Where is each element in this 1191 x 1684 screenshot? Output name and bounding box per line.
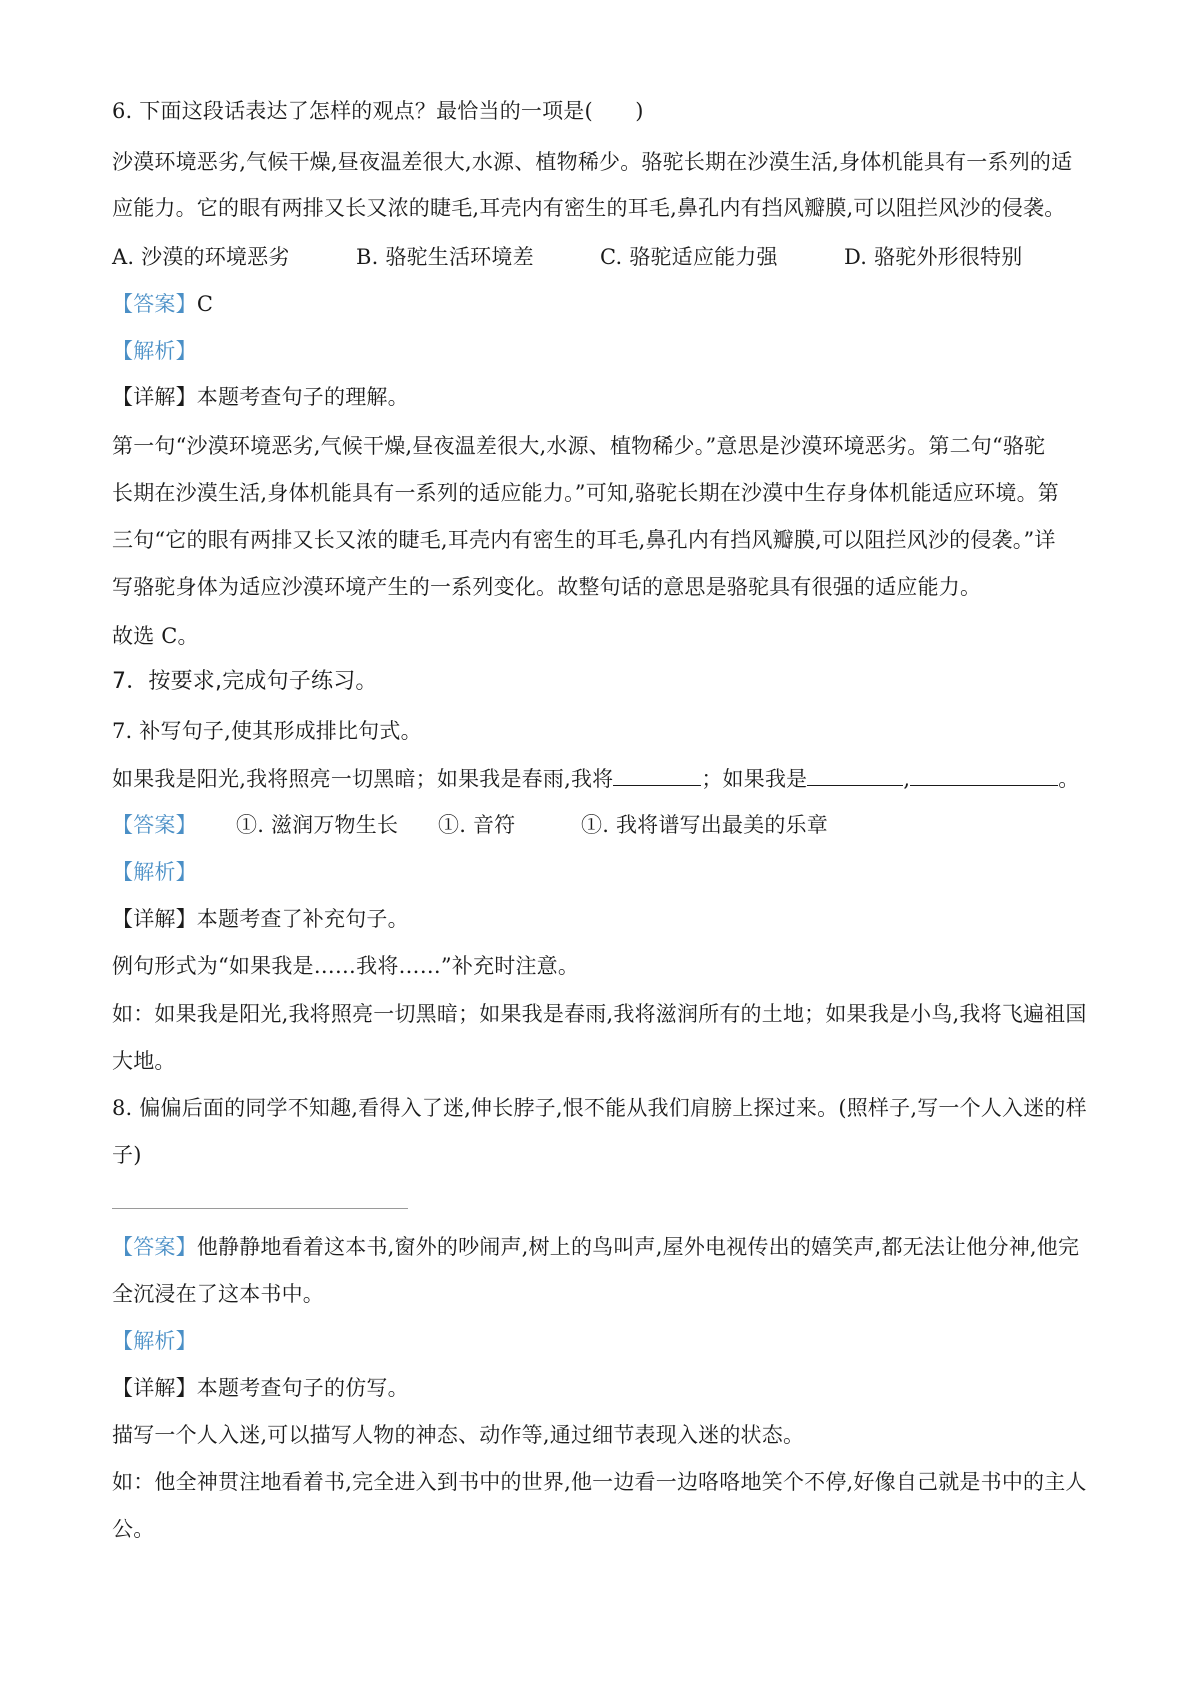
q7-detail: 【详解】本题考查了补充句子。 (112, 907, 409, 931)
q6-detail: 【详解】本题考查句子的理解。 (112, 385, 409, 409)
q7-analysis-tag: 【解析】 (112, 860, 197, 884)
q7-answer (112, 810, 1072, 840)
q8-answer-text: 他静静地看着这本书,窗外的吵闹声,树上的鸟叫声,屋外电视传出的嬉笑声,都无法让他分神,他完 (196, 1235, 1080, 1259)
q7-sentence-part-a: 如果我是阳光,我将照亮一切黑暗；如果我是春雨,我将 (112, 767, 614, 791)
q6-explain-line-3: 三句“它的眼有两排又长又浓的睫毛,耳壳内有密生的耳毛,鼻孔内有挡风瓣膜,可以阻拦风沙的侵袭。”详 (112, 528, 1056, 552)
q6-explain-line-4: 写骆驼身体为适应沙漠环境产生的一系列变化。故整句话的意思是骆驼具有很强的适应能力。 (112, 575, 982, 599)
q7-sentence-part-d: 。 (1058, 767, 1080, 791)
q6-conclusion: 故选 C。 (112, 624, 199, 648)
q6-option-d: D. 骆驼外形很特别 (844, 245, 1023, 269)
q8-example-line-2: 公。 (112, 1517, 155, 1541)
answer-tag: 【答案】 (112, 292, 197, 316)
q8-answer-line-2: 全沉浸在了这本书中。 (112, 1282, 324, 1306)
q6-passage-line-2: 应能力。它的眼有两排又长又浓的睫毛,耳壳内有密生的耳毛,鼻孔内有挡风瓣膜,可以阻拦风沙的侵袭。 (112, 196, 1066, 220)
q6-stem: 6. 下面这段话表达了怎样的观点？最恰当的一项是( ) (112, 99, 644, 123)
q6-option-a: A. 沙漠的环境恶劣 (112, 245, 290, 269)
q7-explain-line-1: 例句形式为“如果我是……我将……”补充时注意。 (112, 954, 580, 978)
q8-explain-line-1: 描写一个人入迷,可以描写人物的神态、动作等,通过细节表现入迷的状态。 (112, 1423, 805, 1447)
q6-options (112, 242, 1072, 272)
q8-analysis-tag: 【解析】 (112, 1329, 197, 1353)
q8-answer-line[interactable] (112, 1208, 408, 1209)
q6-answer (112, 289, 213, 319)
q8-example-line-1: 如：他全神贯注地看着书,完全进入到书中的世界,他一边看一边咯咯地笑个不停,好像自己就是书中的主人 (112, 1470, 1087, 1494)
answer-tag: 【答案】 (112, 1235, 197, 1259)
fill-blank-3[interactable] (910, 763, 1058, 786)
q6-passage-line-1: 沙漠环境恶劣,气候干燥,昼夜温差很大,水源、植物稀少。骆驼长期在沙漠生活,身体机能具有一系列的适 (112, 150, 1073, 174)
q7-answer-1: ①. 滋润万物生长 (236, 813, 399, 837)
q6-option-c: C. 骆驼适应能力强 (600, 245, 778, 269)
q6-option-b: B. 骆驼生活环境差 (356, 245, 534, 269)
q7-stem: 7. 补写句子,使其形成排比句式。 (112, 719, 422, 743)
q7-example-line-1: 如：如果我是阳光,我将照亮一切黑暗；如果我是春雨,我将滋润所有的土地；如果我是小鸟,我将飞遍祖国 (112, 1002, 1087, 1026)
q8-stem-line-1: 8. 偏偏后面的同学不知趣,看得入了迷,伸长脖子,恨不能从我们肩膀上探过来。(照样子,写一个人入迷的样 (112, 1096, 1087, 1120)
answer-tag: 【答案】 (112, 813, 197, 837)
q7-sentence (112, 763, 1079, 794)
q7-answer-2: ①. 音符 (438, 813, 516, 837)
q7-answer-3: ①. 我将谱写出最美的乐章 (581, 813, 828, 837)
answer-value: C (196, 292, 214, 316)
q8-detail: 【详解】本题考查句子的仿写。 (112, 1376, 409, 1400)
fill-blank-1[interactable] (613, 763, 701, 786)
q7-sentence-part-b: ；如果我是 (701, 767, 808, 791)
q7-heading: 7．按要求,完成句子练习。 (112, 669, 378, 694)
q6-analysis-tag: 【解析】 (112, 339, 197, 363)
q7-sentence-part-c: , (903, 767, 911, 791)
q7-example-line-2: 大地。 (112, 1049, 176, 1073)
q8-answer-line-1 (112, 1232, 1079, 1262)
fill-blank-2[interactable] (807, 763, 903, 786)
q8-stem-line-2: 子) (112, 1143, 142, 1167)
q6-explain-line-1: 第一句“沙漠环境恶劣,气候干燥,昼夜温差很大,水源、植物稀少。”意思是沙漠环境恶劣。第二句“骆驼 (112, 434, 1046, 458)
q6-explain-line-2: 长期在沙漠生活,身体机能具有一系列的适应能力。”可知,骆驼长期在沙漠中生存身体机能适应环境。第 (112, 481, 1059, 505)
